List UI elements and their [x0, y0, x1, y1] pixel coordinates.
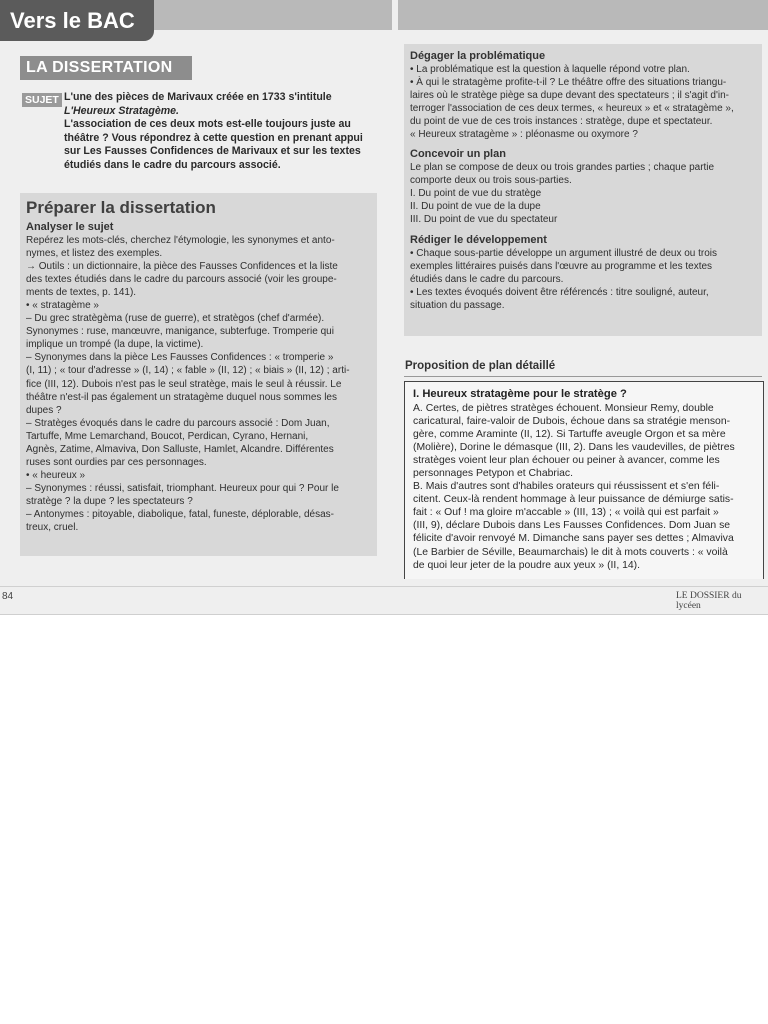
sujet-label: SUJET: [22, 93, 62, 107]
text-line: Le plan se compose de deux ou trois grandes parties ; chaque partie: [410, 162, 715, 174]
text-line: • « stratagème »: [26, 300, 99, 312]
plan-heading: I. Heureux stratagème pour le stratège ?: [413, 388, 627, 400]
concevoir-body: [410, 161, 758, 226]
sujet-line: étudiés dans le cadre du parcours associé.: [64, 158, 281, 171]
footer-brand: LE DOSSIER du lycéen: [676, 591, 742, 611]
sujet-line: L'une des pièces de Marivaux créée en 1733 s'intitule: [64, 91, 332, 103]
sujet-line: L'association de ces deux mots est-elle toujours juste au: [64, 118, 351, 131]
text-line: personnages Petypon et Chabriac.: [413, 468, 574, 480]
text-line: • À qui le stratagème profite-t-il ? Le théâtre offre des situations triangu-: [410, 77, 727, 89]
degager-body: [410, 63, 758, 141]
sujet-line: théâtre ? Vous répondrez à cette question en prenant appui: [64, 131, 363, 144]
text-line: I. Du point de vue du stratège: [410, 188, 542, 200]
text-line: félicite d'avoir renvoyé M. Dimanche sans payer ses dettes ; Almaviva: [413, 533, 734, 545]
text-line: nymes, et listez des exemples.: [26, 248, 163, 260]
text-line: ruses sont ourdies par ces personnages.: [26, 456, 207, 468]
text-line: comporte deux ou trois sous-parties.: [410, 175, 572, 187]
top-band-right: [398, 0, 768, 30]
text-line: (Molière), Dorine le démasque (III, 2). Dans les vaudevilles, de piètres: [413, 442, 735, 454]
text-line: de quoi leur jeter de la poudre aux yeux » (II, 14).: [413, 559, 641, 571]
plan-body: [413, 402, 759, 572]
text-line: – Du grec stratègèma (ruse de guerre), et stratègos (chef d'armée).: [26, 313, 325, 325]
text-line: (III, 9), déclare Dubois dans Les Fausses Confidences. Dom Juan se: [413, 520, 731, 532]
preparer-body: [26, 234, 374, 534]
text-line: situation du passage.: [410, 299, 505, 311]
text-line: • Les textes évoqués doivent être référencés : titre souligné, auteur,: [410, 286, 709, 298]
text-line: dupes ?: [26, 404, 62, 416]
text-line: « Heureux stratagème » : pléonasme ou oxymore ?: [410, 129, 638, 141]
section-header: Vers le BAC: [0, 0, 154, 41]
plan-box: [404, 381, 764, 579]
plan-divider: [404, 376, 762, 377]
text-line: II. Du point de vue de la dupe: [410, 201, 541, 213]
text-line: • La problématique est la question à laquelle répond votre plan.: [410, 64, 690, 75]
text-line: stratège ? la dupe ? les spectateurs ?: [26, 495, 193, 507]
text-line: du point de vue de ces trois instances : stratège, dupe et spectateur.: [410, 116, 713, 128]
text-line: A. Certes, de piètres stratèges échouent. Monsieur Remy, double: [413, 403, 714, 414]
text-line: laires où le stratège piège sa dupe devant des spectateurs ; il s'agit d'in-: [410, 90, 730, 102]
text-line: ments de textes, p. 141).: [26, 287, 137, 299]
text-line: exemples littéraires puisés dans l'œuvre au programme et les textes: [410, 260, 713, 272]
concevoir-title: Concevoir un plan: [410, 148, 506, 161]
text-line: théâtre n'est-il pas également un stratagème duquel nous sommes les: [26, 391, 337, 403]
text-line: Agnès, Zatime, Almaviva, Don Salluste, Hamlet, Alcandre. Différentes: [26, 443, 334, 455]
footer-divider: [0, 586, 768, 587]
degager-title: Dégager la problématique: [410, 50, 546, 62]
text-line: Repérez les mots-clés, cherchez l'étymologie, les synonymes et anto-: [26, 235, 335, 246]
rediger-title: Rédiger le développement: [410, 233, 547, 246]
text-line: – Antonymes : pitoyable, diabolique, fatal, funeste, déplorable, désas-: [26, 508, 334, 520]
text-line: → Outils : un dictionnaire, la pièce des Fausses Confidences et la liste: [26, 261, 338, 273]
text-line: III. Du point de vue du spectateur: [410, 214, 558, 226]
sujet-line: sur Les Fausses Confidences de Marivaux et sur les textes: [64, 145, 361, 158]
sujet-line: L'Heureux Stratagème.: [64, 104, 179, 117]
text-line: • « heureux »: [26, 469, 86, 481]
plan-title: Proposition de plan détaillé: [405, 360, 556, 372]
rediger-body: [410, 247, 758, 312]
text-line: implique un trompé (la dupe, la victime).: [26, 339, 204, 351]
text-line: – Synonymes dans la pièce Les Fausses Confidences : « tromperie »: [26, 352, 334, 364]
text-line: stratèges voient leur plan échouer ou peiner à avancer, comme les: [413, 455, 720, 467]
text-line: B. Mais d'autres sont d'habiles orateurs qui réussissent et s'en féli-: [413, 481, 720, 493]
page-number: 84: [2, 591, 14, 602]
text-line: terroger l'association de ces deux termes, « heureux » et « stratagème »,: [410, 103, 734, 115]
text-line: • Chaque sous-partie développe un argument illustré de deux ou trois: [410, 247, 718, 259]
text-line: – Synonymes : réussi, satisfait, triomphant. Heureux pour qui ? Pour le: [26, 482, 339, 494]
analyser-subtitle: Analyser le sujet: [26, 221, 114, 233]
preparer-panel: [20, 193, 377, 556]
methodology-panel: [404, 44, 762, 336]
text-line: Tartuffe, Mme Lemarchand, Boucot, Perdican, Cyrano, Hernani,: [26, 430, 309, 442]
text-line: (Le Barbier de Séville, Beaumarchais) le dit à mots couverts : « voilà: [413, 546, 728, 558]
text-line: citent. Ceux-là rendent hommage à leur puissance de démiurge satis-: [413, 494, 734, 506]
text-line: étudiés dans le cadre du parcours.: [410, 273, 564, 285]
text-line: fait : « Ouf ! ma gloire m'accable » (III, 13) ; « voilà qui est parfait »: [413, 507, 719, 519]
text-line: fice (III, 12). Dubois n'est pas le seul stratège, mais le seul à réussir. Le: [26, 378, 342, 390]
text-line: des textes étudiés dans le cadre du parcours associé (voir les groupe-: [26, 274, 337, 286]
text-line: treux, cruel.: [26, 522, 79, 534]
sujet-text: [64, 91, 382, 173]
dissertation-title: LA DISSERTATION: [20, 56, 192, 80]
scan-bottom-edge: [0, 614, 768, 615]
text-line: – Stratèges évoqués dans le cadre du parcours associé : Dom Juan,: [26, 417, 330, 429]
text-line: caricatural, faire-valoir de Dubois, échoue dans sa stratégie menson-: [413, 416, 731, 428]
text-line: gère, comme Araminte (II, 12). Si Tartuffe aveugle Orgon et sa mère: [413, 429, 726, 441]
text-line: (I, 11) ; « tour d'adresse » (I, 14) ; « fable » (II, 12) ; « biais » (II, 12) ; arti-: [26, 365, 350, 377]
text-line: Synonymes : ruse, manœuvre, manigance, subterfuge. Tromperie qui: [26, 326, 334, 338]
preparer-title: Préparer la dissertation: [26, 198, 216, 217]
